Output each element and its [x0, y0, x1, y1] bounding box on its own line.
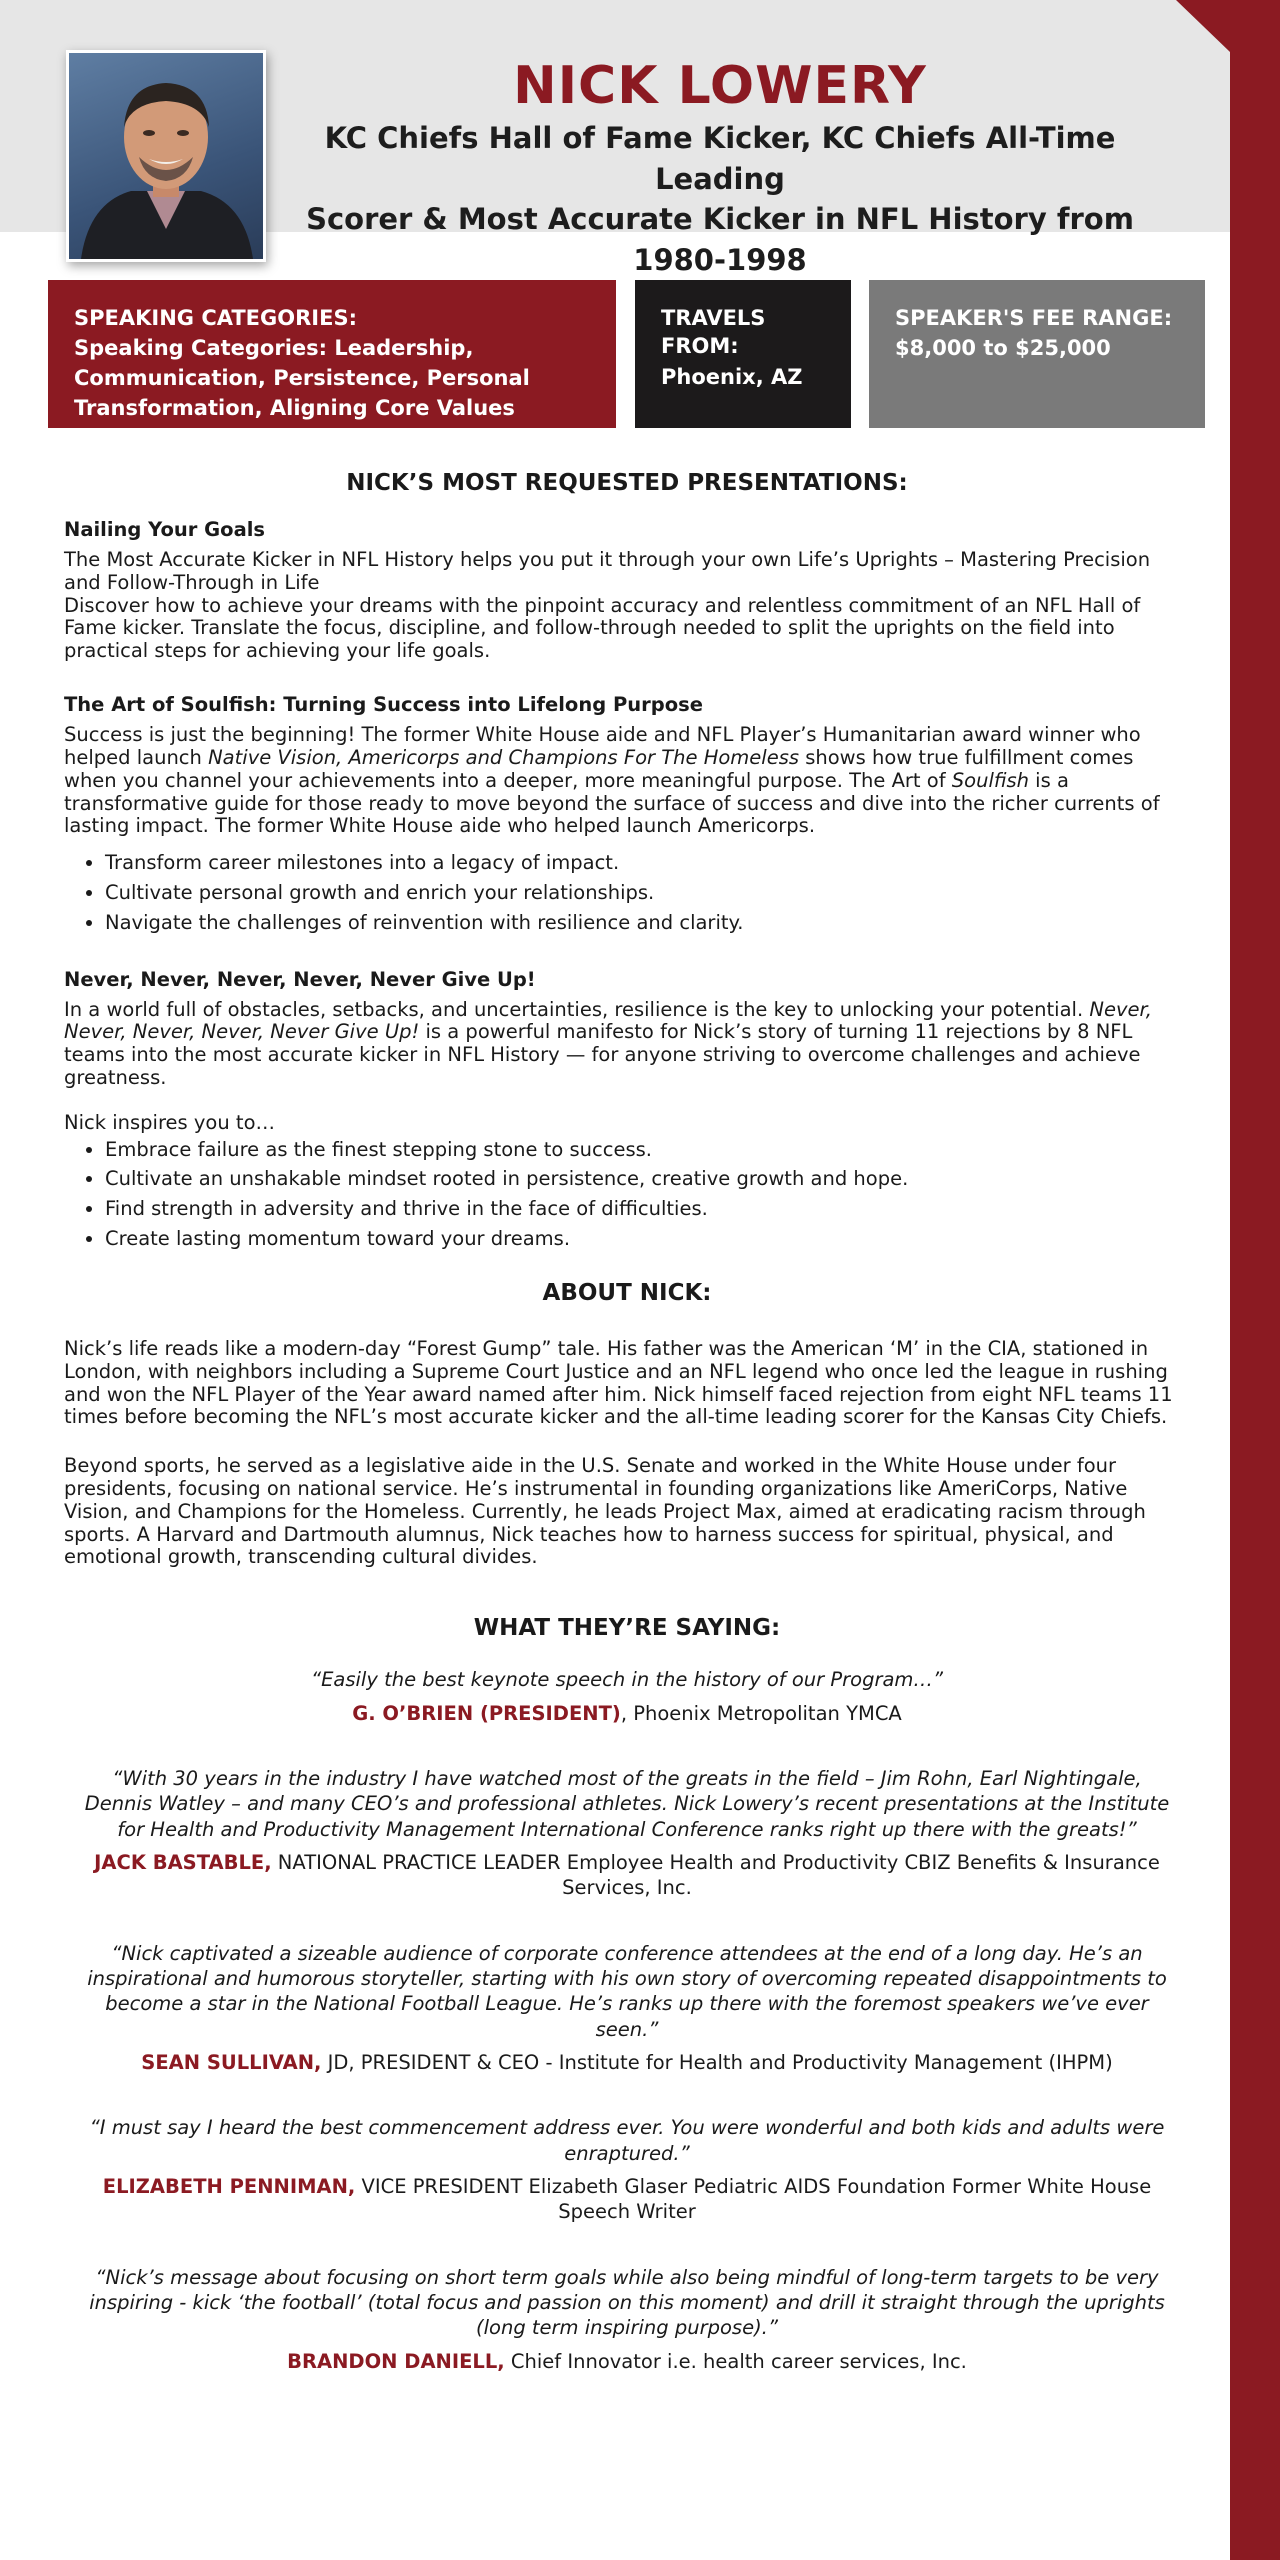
list-item: • Cultivate an unshakable mindset rooted in persistence, creative growth and hope. — [105, 1168, 1190, 1191]
list-item: • Embrace failure as the finest stepping stone to success. — [105, 1139, 1190, 1162]
testimonial-quote: “I must say I heard the best commencement address ever. You were wonderful and both kids and adults were enraptured.” — [89, 2116, 1165, 2165]
presentations-heading: NICK’S MOST REQUESTED PRESENTATIONS: — [346, 470, 908, 496]
speaker-title-line-1: KC Chiefs Hall of Fame Kicker, KC Chiefs All-Time Leading — [324, 121, 1116, 196]
corner-accent — [1176, 0, 1230, 52]
list-item: • Cultivate personal growth and enrich your relationships. — [105, 882, 1190, 905]
testimonial — [64, 1766, 1190, 1901]
description-emphasis: Soulfish — [951, 768, 1029, 792]
speaker-title — [270, 118, 1170, 280]
description-text: is a transformative guide for those ready to move beyond the surface of success and dive into the richer currents of lasting impact. The former White House aide who helped launch Americorps. — [64, 768, 1160, 838]
speaker-title-line-2: Scorer & Most Accurate Kicker in NFL History from 1980-1998 — [306, 202, 1134, 277]
testimonial — [64, 2115, 1190, 2224]
description-text: shows how true fulfillment comes when you channel your achievements into a deeper, more meaningful purpose. The Art of — [64, 745, 1134, 792]
description-emphasis: Never, Never, Never, Never, Never Give Up! — [64, 997, 1152, 1044]
presentation-title: Nailing Your Goals — [64, 518, 266, 541]
speaker-portrait-illustration — [69, 53, 263, 259]
testimonial-attribution — [64, 2050, 1190, 2075]
testimonial-attribution — [64, 2174, 1190, 2225]
about-heading: ABOUT NICK: — [542, 1279, 712, 1306]
speaker-fee-value: $8,000 to $25,000 — [895, 336, 1111, 361]
testimonial — [64, 1941, 1190, 2076]
list-item: • Find strength in adversity and thrive in the face of difficulties. — [105, 1198, 1190, 1221]
description-text: Success is just the beginning! The former White House aide and NFL Player’s Humanitarian award winner who helped launch — [64, 723, 1141, 769]
speaker-fee-label: SPEAKER'S FEE RANGE: — [895, 306, 1173, 330]
testimonial-author: JACK BASTABLE, — [94, 1850, 272, 1874]
testimonials-heading: WHAT THEY’RE SAYING: — [473, 1615, 781, 1642]
testimonial-role: , Phoenix Metropolitan YMCA — [620, 1701, 902, 1725]
testimonial-author: ELIZABETH PENNIMAN, — [102, 2175, 356, 2198]
presentation-description — [64, 999, 1190, 1090]
about-paragraph-2: Beyond sports, he served as a legislative aide in the U.S. Senate and worked in the White House under four presidents, focusing on national service. He’s instrumental in founding organizations like AmeriCorps, Native Vision, and Champions for the Homeless. Currently, he leads Project Max, aimed at eradicating racism through sports. A Harvard and Dartmouth alumnus, Nick teaches how to harness success for spiritual, physical, and emotional growth, transcending cultural divides. — [64, 1454, 1146, 1569]
presentation-nailing-your-goals — [64, 518, 1190, 663]
speaker-name: NICK LOWERY — [513, 56, 927, 116]
presentation-title: Never, Never, Never, Never, Never Give Up! — [64, 967, 536, 991]
description-emphasis: Native Vision, Americorps and Champions For The Homeless — [208, 745, 800, 769]
presentation-never-give-up — [64, 968, 1190, 1251]
presentation-title: The Art of Soulfish: Turning Success into Lifelong Purpose — [64, 693, 703, 717]
testimonial-quote: “Nick captivated a sizeable audience of corporate conference attendees at the end of a long day. He’s an inspirational and humorous storyteller, starting with his own story of overcoming repeated disappointments to become a star in the National Football League. He’s ranks up there with the foremost speakers we’ve ever seen.” — [87, 1941, 1167, 2041]
right-accent-bar — [1230, 0, 1280, 2560]
bullet-list — [64, 1139, 1190, 1251]
testimonial-attribution — [64, 1701, 1190, 1726]
speaking-categories-label: SPEAKING CATEGORIES: — [74, 306, 357, 330]
presentation-subtitle: The Most Accurate Kicker in NFL History helps you put it through your own Life’s Uprights – Mastering Precision and Follow-Through in Life — [64, 548, 1151, 594]
presentation-description — [64, 724, 1190, 838]
main-content — [64, 470, 1190, 2414]
testimonial-author: BRANDON DANIELL, — [287, 2349, 505, 2373]
speaking-categories-value: Speaking Categories: Leadership, Communication, Persistence, Personal Transformation, Aligning Core Values — [74, 336, 530, 420]
testimonial-role: NATIONAL PRACTICE LEADER Employee Health and Productivity CBIZ Benefits & Insurance Services, Inc. — [271, 1850, 1160, 1900]
testimonial-role: JD, PRESIDENT & CEO - Institute for Health and Productivity Management (IHPM) — [321, 2050, 1113, 2074]
list-item: • Transform career milestones into a legacy of impact. — [105, 852, 1190, 875]
speaker-photo — [66, 50, 266, 262]
list-item: • Navigate the challenges of reinvention with resilience and clarity. — [105, 912, 1190, 935]
testimonial-author: G. O’BRIEN (PRESIDENT) — [352, 1701, 621, 1725]
bullet-list — [64, 852, 1190, 934]
testimonial-quote: “Nick’s message about focusing on short term goals while also being mindful of long-term targets to be very inspiring - kick ‘the football’ (total focus and passion on this moment) and drill it straight through the uprights (long term inspiring purpose).” — [89, 2265, 1165, 2340]
testimonial — [64, 1667, 1190, 1726]
testimonial-quote: “Easily the best keynote speech in the history of our Program…” — [310, 1668, 944, 1692]
testimonial — [64, 2265, 1190, 2374]
presentation-art-of-soulfish — [64, 693, 1190, 935]
testimonial-attribution — [64, 1850, 1190, 1901]
about-paragraph-1: Nick’s life reads like a modern-day “Forest Gump” tale. His father was the American ‘M’ in the CIA, stationed in London, with neighbors including a Supreme Court Justice and an NFL legend who once led the league in rushing and won the NFL Player of the Year award named after him. Nick himself faced rejection from eight NFL teams 11 times before becoming the NFL’s most accurate kicker and the all-time leading scorer for the Kansas City Chiefs. — [64, 1336, 1173, 1429]
list-item: • Create lasting momentum toward your dreams. — [105, 1228, 1190, 1251]
speaker-fee-box — [869, 280, 1205, 428]
description-text: is a powerful manifesto for Nick’s story of turning 11 rejections by 8 NFL teams into the most accurate kicker in NFL History — for anyone striving to overcome challenges and achieve greatness. — [64, 1020, 1141, 1089]
inspires-intro: Nick inspires you to… — [64, 1110, 275, 1134]
presentation-description: Discover how to achieve your dreams with the pinpoint accuracy and relentless commitment of an NFL Hall of Fame kicker. Translate the focus, discipline, and follow-through needed to split the uprights on the field into practical steps for achieving your life goals. — [64, 593, 1141, 663]
testimonial-quote: “With 30 years in the industry I have watched most of the greats in the field – Jim Rohn, Earl Nightingale, Dennis Watley – and many CEO’s and professional athletes. Nick Lowery’s recent presentations at the Institute for Health and Productivity Management International Conference ranks right up there with the greats!” — [84, 1766, 1170, 1841]
testimonial-attribution — [64, 2349, 1190, 2374]
travels-from-box — [635, 280, 851, 428]
testimonial-role: Chief Innovator i.e. health career services, Inc. — [504, 2349, 967, 2373]
travels-from-value: Phoenix, AZ — [661, 364, 803, 389]
description-text: In a world full of obstacles, setbacks, and uncertainties, resilience is the key to unlocking your potential. — [64, 997, 1090, 1021]
testimonial-role: VICE PRESIDENT Elizabeth Glaser Pediatric AIDS Foundation Former White House Speech Writer — [355, 2175, 1152, 2224]
speaking-categories-box — [48, 280, 616, 428]
travels-from-label: TRAVELS FROM: — [661, 306, 766, 359]
testimonial-author: SEAN SULLIVAN, — [141, 2050, 322, 2074]
